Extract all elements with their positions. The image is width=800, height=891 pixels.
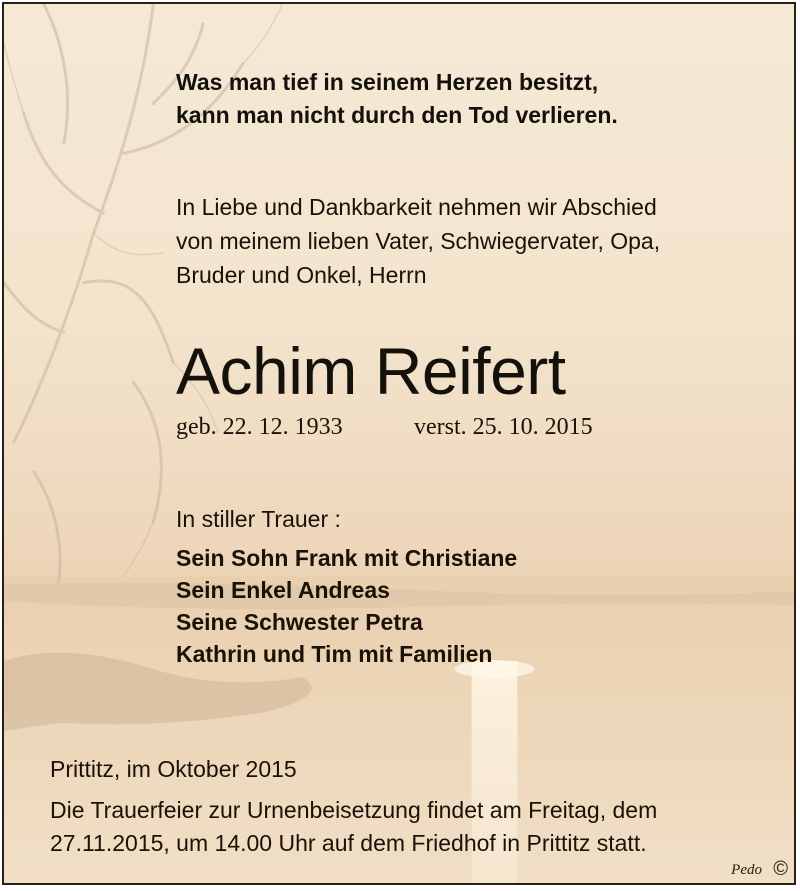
intro-text — [176, 190, 660, 292]
mourner-item: Sein Enkel Andreas — [176, 577, 390, 603]
mourner-item: Seine Schwester Petra — [176, 609, 423, 635]
motto-line-2: kann man nicht durch den Tod verlieren. — [176, 102, 618, 128]
mourners-list — [176, 542, 517, 670]
intro-line-1: In Liebe und Dankbarkeit nehmen wir Abschied — [176, 194, 657, 220]
motto-line-1: Was man tief in seinem Herzen besitzt, — [176, 69, 599, 95]
copyright-icon: © — [773, 858, 788, 880]
deceased-name: Achim Reifert — [176, 334, 566, 408]
mourner-item: Sein Sohn Frank mit Christiane — [176, 545, 518, 571]
intro-line-3: Bruder und Onkel, Herrn — [176, 262, 427, 288]
obituary-content — [4, 4, 794, 883]
death-date: verst. 25. 10. 2015 — [414, 414, 593, 440]
place-date: Prittitz, im Oktober 2015 — [50, 756, 297, 782]
service-line-1: Die Trauerfeier zur Urnenbeisetzung findet am Freitag, dem — [50, 797, 658, 823]
service-info — [50, 794, 657, 860]
designer-signature: Pedo — [731, 862, 762, 878]
motto-quote — [176, 66, 618, 132]
mourner-item: Kathrin und Tim mit Familien — [176, 641, 493, 667]
mourners-label: In stiller Trauer : — [176, 506, 341, 532]
service-line-2: 27.11.2015, um 14.00 Uhr auf dem Friedhof in Prittitz statt. — [50, 830, 647, 856]
birth-date: geb. 22. 12. 1933 — [176, 414, 343, 440]
intro-line-2: von meinem lieben Vater, Schwiegervater, Opa, — [176, 228, 661, 254]
obituary-card — [2, 2, 796, 885]
